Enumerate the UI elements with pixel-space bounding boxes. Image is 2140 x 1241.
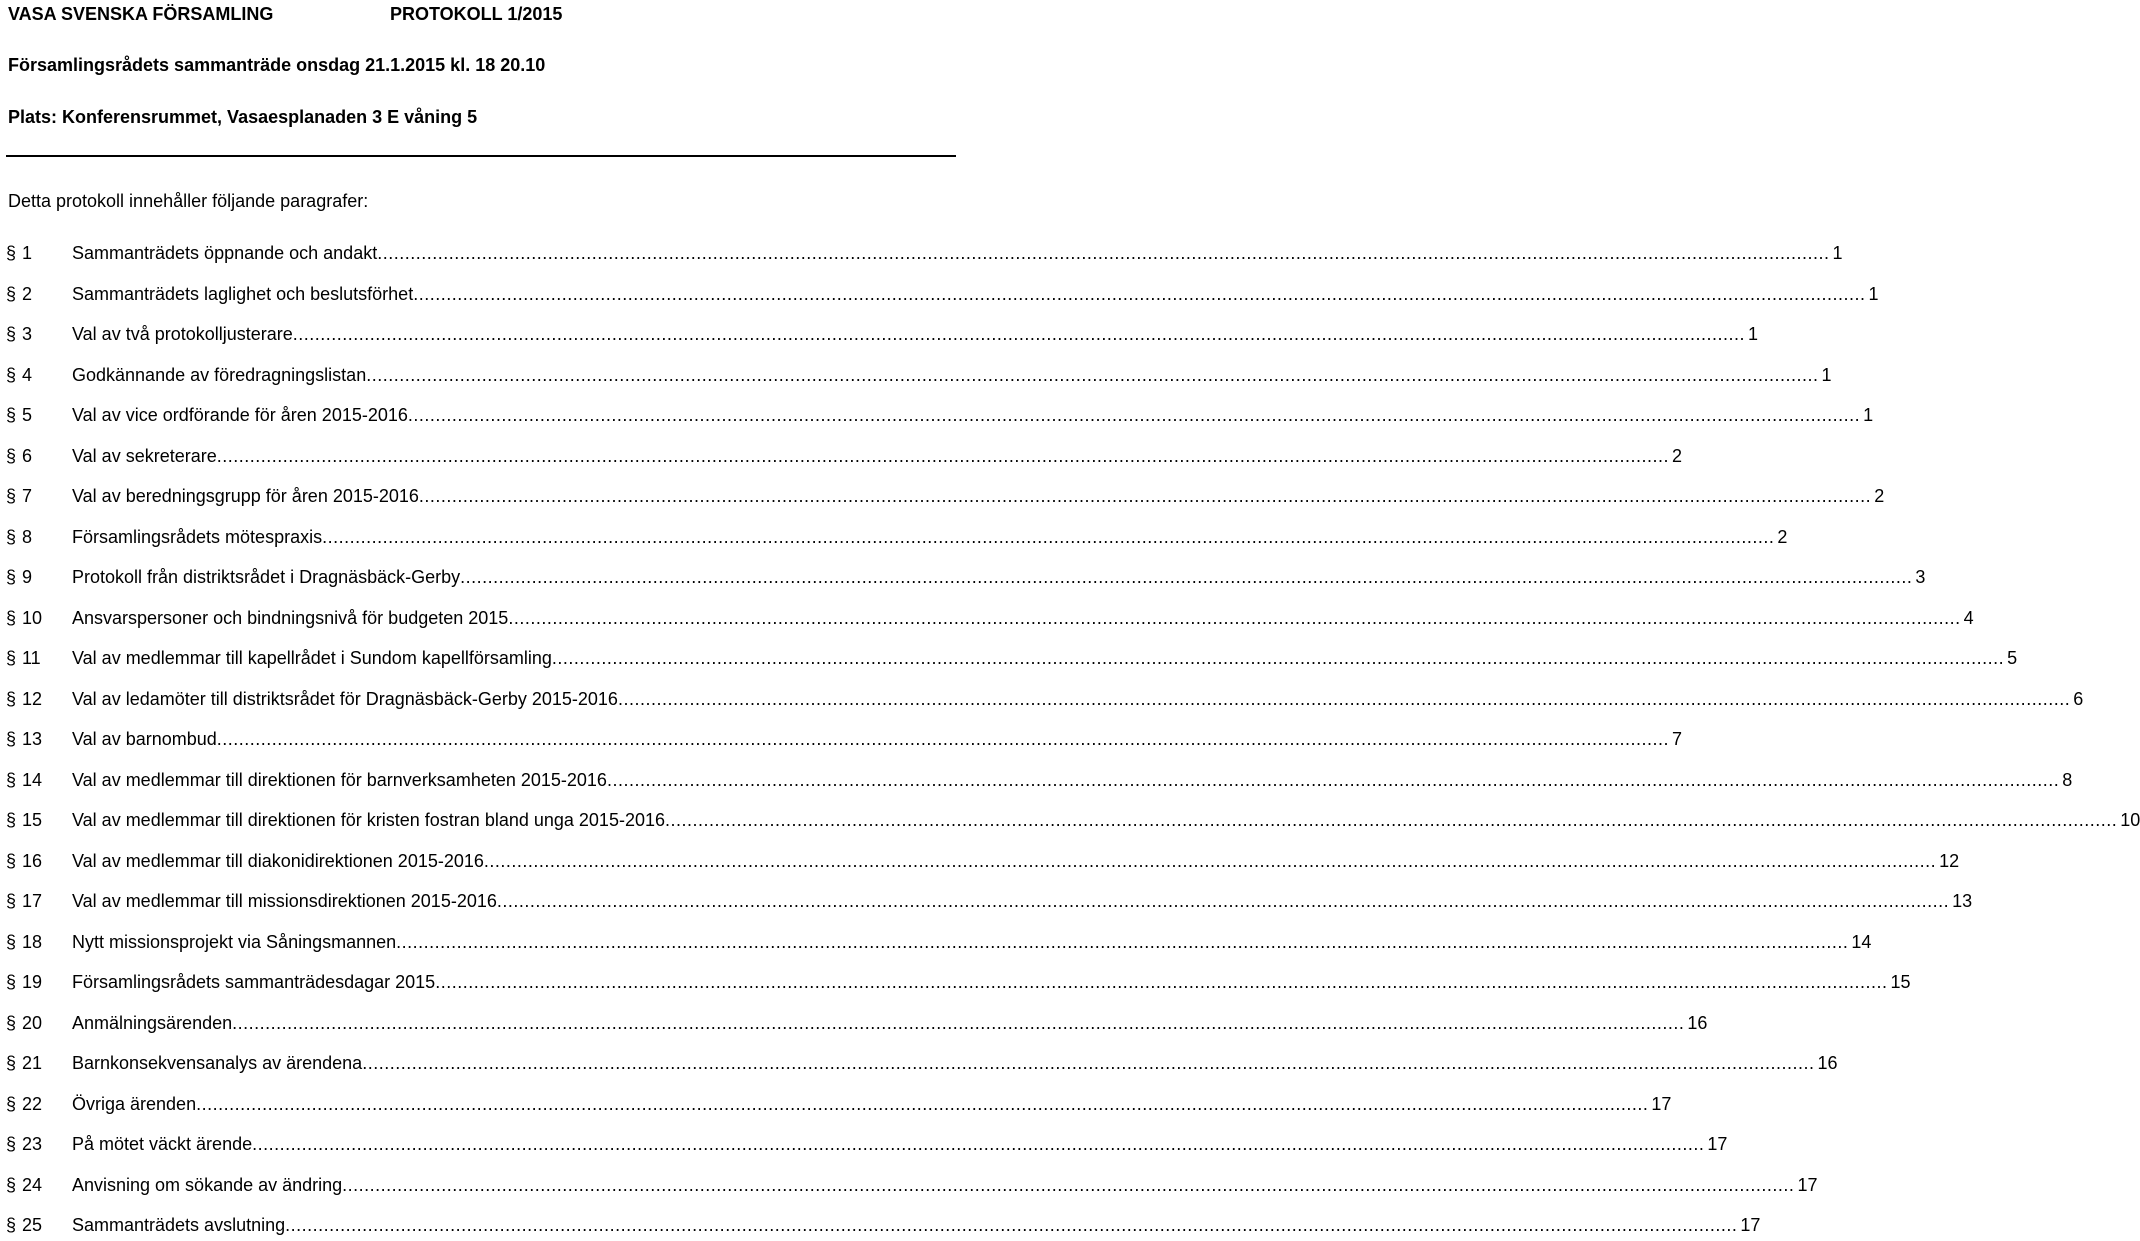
section-symbol: §	[6, 810, 17, 830]
toc-page-number: 2	[1777, 527, 1788, 547]
toc-page-number: 1	[1868, 284, 1879, 304]
toc-title: Val av medlemmar till missionsdirektionen 2015-2016	[72, 891, 497, 911]
toc-title: Val av vice ordförande för åren 2015-2016	[72, 405, 408, 425]
toc-row[interactable]	[0, 687, 2084, 715]
section-symbol: §	[6, 1094, 17, 1114]
section-symbol: §	[6, 608, 17, 628]
toc-leader-dots	[232, 1011, 1684, 1035]
section-symbol: §	[6, 243, 17, 263]
toc-title: Val av barnombud	[72, 729, 217, 749]
toc-row[interactable]	[0, 1173, 1818, 1201]
toc-title: Sammanträdets avslutning	[72, 1215, 286, 1235]
toc-paragraph-number: 12	[22, 689, 43, 709]
toc-page-number: 17	[1740, 1215, 1761, 1235]
toc-paragraph-number: 21	[22, 1053, 43, 1073]
toc-paragraph-number: 3	[22, 324, 33, 344]
toc-row[interactable]	[0, 646, 2018, 674]
toc-title: Godkännande av föredragningslistan	[72, 365, 367, 385]
toc-title: Anmälningsärenden	[72, 1013, 233, 1033]
toc-title: Församlingsrådets sammanträdesdagar 2015	[72, 972, 436, 992]
toc-title: Val av medlemmar till direktionen för barnverksamheten 2015-2016	[72, 770, 607, 790]
toc-paragraph-number: 13	[22, 729, 43, 749]
toc-title: På mötet väckt ärende	[72, 1134, 253, 1154]
toc-leader-dots	[665, 808, 2117, 832]
toc-row[interactable]	[0, 322, 1759, 350]
toc-leader-dots	[293, 322, 1745, 346]
toc-title: Anvisning om sökande av ändring	[72, 1175, 343, 1195]
toc-leader-dots	[618, 687, 2070, 711]
toc-paragraph-number: 10	[22, 608, 43, 628]
toc-row[interactable]	[0, 282, 1879, 310]
section-symbol: §	[6, 891, 17, 911]
toc-page-number: 13	[1952, 891, 1973, 911]
toc-page-number: 12	[1939, 851, 1960, 871]
section-symbol: §	[6, 729, 17, 749]
section-symbol: §	[6, 324, 17, 344]
toc-leader-dots	[196, 1092, 1648, 1116]
toc-title: Val av sekreterare	[72, 446, 217, 466]
toc-leader-dots	[322, 525, 1774, 549]
toc-leader-dots	[460, 565, 1912, 589]
toc-paragraph-number: 17	[22, 891, 43, 911]
organization-name: VASA SVENSKA FÖRSAMLING	[8, 4, 274, 24]
toc-page-number: 10	[2120, 810, 2140, 830]
toc-title: Övriga ärenden	[72, 1094, 197, 1114]
toc-leader-dots	[435, 970, 1887, 994]
toc-paragraph-number: 7	[22, 486, 33, 506]
section-symbol: §	[6, 365, 17, 385]
section-symbol: §	[6, 284, 17, 304]
toc-paragraph-number: 9	[22, 567, 33, 587]
toc-paragraph-number: 5	[22, 405, 33, 425]
toc-leader-dots	[285, 1213, 1737, 1237]
toc-leader-dots	[607, 768, 2059, 792]
toc-paragraph-number: 1	[22, 243, 33, 263]
toc-paragraph-number: 16	[22, 851, 43, 871]
toc-page-number: 16	[1687, 1013, 1708, 1033]
toc-page-number: 17	[1797, 1175, 1818, 1195]
toc-row[interactable]	[0, 808, 2140, 836]
section-symbol: §	[6, 1013, 17, 1033]
toc-page-number: 8	[2062, 770, 2073, 790]
toc-leader-dots	[342, 1173, 1794, 1197]
toc-paragraph-number: 20	[22, 1013, 43, 1033]
toc-intro: Detta protokoll innehåller följande paragrafer:	[8, 191, 369, 211]
toc-row[interactable]	[0, 849, 1960, 877]
toc-leader-dots	[408, 403, 1860, 427]
toc-title: Barnkonsekvensanalys av ärendena	[72, 1053, 363, 1073]
toc-page-number: 17	[1707, 1134, 1728, 1154]
toc-page-number: 7	[1672, 729, 1683, 749]
toc-row[interactable]	[0, 403, 1874, 431]
toc-title: Församlingsrådets mötespraxis	[72, 527, 323, 547]
toc-row[interactable]	[0, 1051, 1838, 1079]
toc-leader-dots	[252, 1132, 1704, 1156]
section-symbol: §	[6, 1134, 17, 1154]
toc-title: Val av ledamöter till distriktsrådet för Dragnäsbäck-Gerby 2015-2016	[72, 689, 618, 709]
toc-row[interactable]	[0, 1213, 1761, 1241]
toc-paragraph-number: 15	[22, 810, 43, 830]
toc-page-number: 16	[1817, 1053, 1838, 1073]
toc-row[interactable]	[0, 1011, 1708, 1039]
toc-title: Nytt missionsprojekt via Såningsmannen	[72, 932, 397, 952]
toc-title: Protokoll från distriktsrådet i Dragnäsbäck-Gerby	[72, 567, 461, 587]
toc-page-number: 3	[1915, 567, 1926, 587]
toc-page-number: 1	[1821, 365, 1832, 385]
toc-row[interactable]	[0, 241, 1843, 269]
toc-paragraph-number: 14	[22, 770, 43, 790]
section-symbol: §	[6, 486, 17, 506]
toc-paragraph-number: 2	[22, 284, 33, 304]
section-symbol: §	[6, 446, 17, 466]
toc-leader-dots	[419, 484, 1871, 508]
section-symbol: §	[6, 567, 17, 587]
toc-title: Ansvarspersoner och bindningsnivå för budgeten 2015	[72, 608, 509, 628]
section-symbol: §	[6, 851, 17, 871]
section-symbol: §	[6, 648, 17, 668]
toc-page-number: 2	[1874, 486, 1885, 506]
header-divider	[6, 155, 956, 157]
section-symbol: §	[6, 1053, 17, 1073]
toc-paragraph-number: 25	[22, 1215, 43, 1235]
meeting-place: Plats: Konferensrummet, Vasaesplanaden 3 E våning 5	[8, 107, 478, 127]
toc-row[interactable]	[0, 484, 1885, 512]
section-symbol: §	[6, 689, 17, 709]
toc-title: Val av beredningsgrupp för åren 2015-2016	[72, 486, 419, 506]
section-symbol: §	[6, 1215, 17, 1235]
toc-row[interactable]	[0, 727, 1683, 755]
toc-leader-dots	[552, 646, 2004, 670]
toc-row[interactable]	[0, 1092, 1672, 1120]
toc-page-number: 2	[1672, 446, 1683, 466]
toc-leader-dots	[497, 889, 1949, 913]
toc-paragraph-number: 19	[22, 972, 43, 992]
toc-leader-dots	[217, 727, 1669, 751]
toc-title: Sammanträdets öppnande och andakt	[72, 243, 378, 263]
toc-page-number: 4	[1963, 608, 1974, 628]
toc-row[interactable]	[0, 970, 1911, 998]
toc-page-number: 1	[1863, 405, 1874, 425]
toc-page-number: 1	[1832, 243, 1843, 263]
toc-leader-dots	[377, 241, 1829, 265]
toc-row[interactable]	[0, 768, 2073, 796]
toc-leader-dots	[484, 849, 1936, 873]
toc-title: Sammanträdets laglighet och beslutsförhet	[72, 284, 414, 304]
section-symbol: §	[6, 932, 17, 952]
section-symbol: §	[6, 972, 17, 992]
meeting-info: Församlingsrådets sammanträde onsdag 21.1.2015 kl. 18 20.10	[8, 55, 546, 75]
toc-paragraph-number: 23	[22, 1134, 43, 1154]
toc-row[interactable]	[0, 889, 1973, 917]
section-symbol: §	[6, 1175, 17, 1195]
toc-page-number: 14	[1851, 932, 1872, 952]
toc-leader-dots	[362, 1051, 1814, 1075]
toc-page-number: 15	[1890, 972, 1911, 992]
toc-row[interactable]	[0, 363, 1832, 391]
toc-page-number: 1	[1748, 324, 1759, 344]
toc-paragraph-number: 6	[22, 446, 33, 466]
toc-paragraph-number: 22	[22, 1094, 43, 1114]
toc-row[interactable]	[0, 444, 1683, 472]
toc-row[interactable]	[0, 525, 1788, 553]
toc-leader-dots	[366, 363, 1818, 387]
toc-paragraph-number: 4	[22, 365, 33, 385]
toc-title: Val av två protokolljusterare	[72, 324, 293, 344]
toc-title: Val av medlemmar till direktionen för kristen fostran bland unga 2015-2016	[72, 810, 665, 830]
toc-row[interactable]	[0, 606, 1974, 634]
toc-row[interactable]	[0, 930, 1872, 958]
toc-paragraph-number: 8	[22, 527, 33, 547]
section-symbol: §	[6, 527, 17, 547]
section-symbol: §	[6, 405, 17, 425]
toc-row[interactable]	[0, 1132, 1728, 1160]
toc-leader-dots	[413, 282, 1865, 306]
toc-page-number: 17	[1651, 1094, 1672, 1114]
toc-page-number: 5	[2007, 648, 2018, 668]
toc-paragraph-number: 18	[22, 932, 43, 952]
section-symbol: §	[6, 770, 17, 790]
toc-leader-dots	[396, 930, 1848, 954]
toc-title: Val av medlemmar till kapellrådet i Sundom kapellförsamling	[72, 648, 552, 668]
protocol-number: PROTOKOLL 1/2015	[390, 4, 563, 24]
toc-page-number: 6	[2073, 689, 2084, 709]
toc-row[interactable]	[0, 565, 1926, 593]
toc-title: Val av medlemmar till diakonidirektionen 2015-2016	[72, 851, 484, 871]
toc-leader-dots	[217, 444, 1669, 468]
toc-leader-dots	[508, 606, 1960, 630]
toc-paragraph-number: 24	[22, 1175, 43, 1195]
toc-paragraph-number: 11	[22, 648, 41, 668]
